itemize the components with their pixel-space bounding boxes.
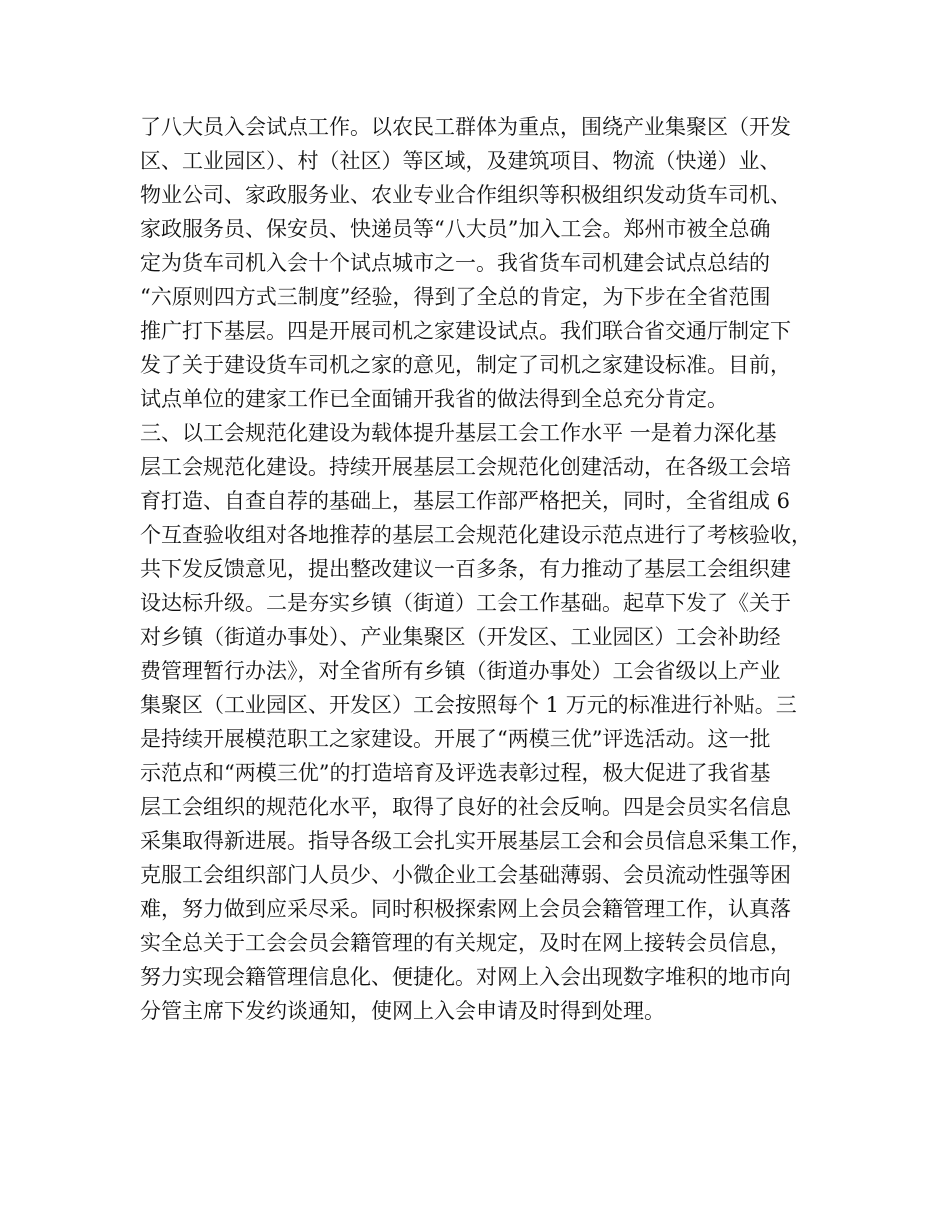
text-line: 实全总关于工会会员会籍管理的有关规定，及时在网上接转会员信息， bbox=[140, 931, 791, 955]
text-line: 定为货车司机入会十个试点城市之一。我省货车司机建会试点总结的 bbox=[140, 251, 770, 275]
text-line: 是持续开展模范职工之家建设。开展了“两模三优”评选活动。这一批 bbox=[140, 727, 771, 751]
text-line: 共下发反馈意见，提出整改建议一百多条，有力推动了基层工会组织建 bbox=[140, 557, 791, 581]
body-text bbox=[140, 110, 830, 1028]
text-line: 个互查验收组对各地推荐的基层工会规范化建设示范点进行了考核验收， bbox=[140, 523, 812, 547]
text-line: 克服工会组织部门人员少、小微企业工会基础薄弱、会员流动性强等困 bbox=[140, 863, 791, 887]
text-line: 物业公司、家政服务业、农业专业合作组织等积极组织发动货车司机、 bbox=[140, 183, 791, 207]
text-line: 分管主席下发约谈通知，使网上入会申请及时得到处理。 bbox=[140, 999, 665, 1023]
text-line: 家政服务员、保安员、快递员等“八大员”加入工会。郑州市被全总确 bbox=[140, 217, 771, 241]
text-line: 对乡镇（街道办事处）、产业集聚区（开发区、工业园区）工会补助经 bbox=[140, 625, 781, 649]
text-line: 示范点和“两模三优”的打造培育及评选表彰过程，极大促进了我省基 bbox=[140, 761, 771, 785]
text-line: 采集取得新进展。指导各级工会扎实开展基层工会和会员信息采集工作， bbox=[140, 829, 812, 853]
text-line: 发了关于建设货车司机之家的意见，制定了司机之家建设标准。目前， bbox=[140, 353, 791, 377]
text-line: 难，努力做到应采尽采。同时积极探索网上会员会籍管理工作，认真落 bbox=[140, 897, 791, 921]
text-line: 集聚区（工业园区、开发区）工会按照每个 1 万元的标准进行补贴。三 bbox=[140, 693, 797, 717]
text-line: 推广打下基层。四是开展司机之家建设试点。我们联合省交通厅制定下 bbox=[140, 319, 791, 343]
text-line: 努力实现会籍管理信息化、便捷化。对网上入会出现数字堆积的地市向 bbox=[140, 965, 791, 989]
text-line: 了八大员入会试点工作。以农民工群体为重点，围绕产业集聚区（开发 bbox=[140, 115, 791, 139]
text-line: 层工会规范化建设。持续开展基层工会规范化创建活动，在各级工会培 bbox=[140, 455, 791, 479]
text-line: 层工会组织的规范化水平，取得了良好的社会反响。四是会员实名信息 bbox=[140, 795, 791, 819]
text-line: 设达标升级。二是夯实乡镇（街道）工会工作基础。起草下发了《关于 bbox=[140, 591, 791, 615]
text-line: 试点单位的建家工作已全面铺开我省的做法得到全总充分肯定。 bbox=[140, 387, 728, 411]
text-line: 育打造、自查自荐的基础上，基层工作部严格把关，同时，全省组成 6 bbox=[140, 489, 791, 513]
text-line: 区、工业园区）、村（社区）等区域，及建筑项目、物流（快递）业、 bbox=[140, 149, 781, 173]
text-line: 费管理暂行办法》，对全省所有乡镇（街道办事处）工会省级以上产业 bbox=[140, 659, 781, 683]
text-line: 三、以工会规范化建设为载体提升基层工会工作水平 一是着力深化基 bbox=[140, 421, 777, 445]
text-line: “六原则四方式三制度”经验，得到了全总的肯定，为下步在全省范围 bbox=[140, 285, 771, 309]
